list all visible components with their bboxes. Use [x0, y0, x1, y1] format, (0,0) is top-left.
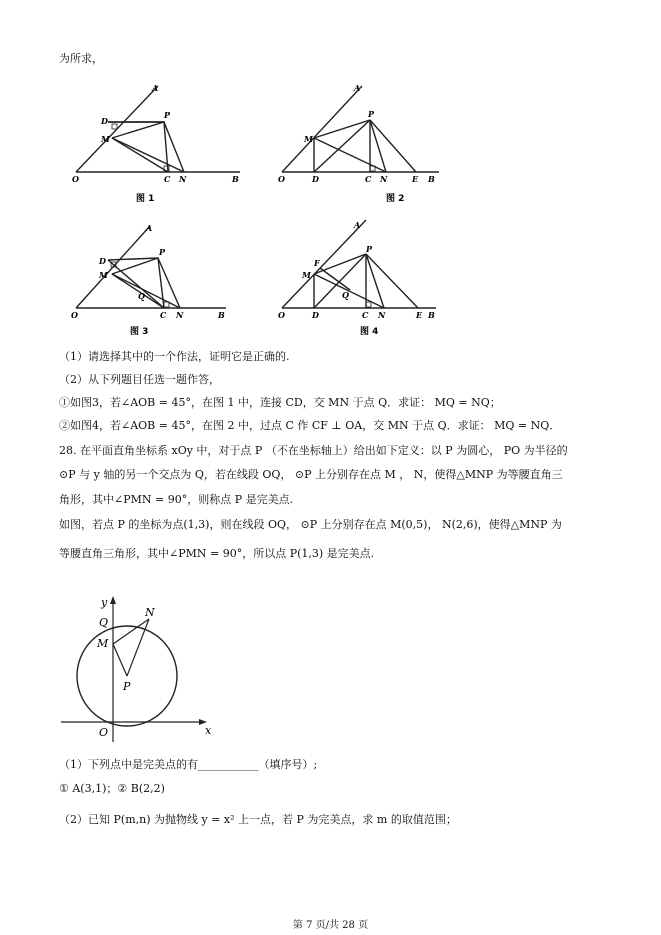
fig1-caption: 图 1 — [136, 194, 155, 204]
q27-part1: （1）请选择其中的一个作法，证明它是正确的. — [59, 350, 290, 363]
q28-line5: 等腰直角三角形，其中∠PMN = 90°，所以点 P(1,3) 是完美点. — [59, 547, 375, 560]
fig4-label-F: F — [314, 258, 320, 268]
diagram-label-y: y — [101, 596, 108, 609]
fig1-label-A: A — [152, 83, 159, 93]
fig3-label-B: B — [218, 310, 225, 320]
diagram-label-Q: Q — [99, 616, 109, 629]
fig2-caption: 图 2 — [386, 194, 405, 204]
fig3-label-C: C — [160, 310, 167, 320]
fig4-label-D: D — [312, 310, 319, 320]
fig4-label-P: P — [366, 244, 373, 254]
fig3-label-Q: Q — [138, 291, 145, 301]
fig3-label-O: O — [71, 310, 78, 320]
q27-part2: （2）从下列题目任选一题作答， — [59, 373, 220, 386]
page-footer: 第 7 页/共 28 页 — [292, 920, 369, 931]
diagram-label-x: x — [205, 724, 212, 737]
fig4-label-O: O — [278, 310, 285, 320]
figure-4 — [274, 218, 454, 343]
fig4-label-C: C — [362, 310, 369, 320]
diagram-label-N: N — [145, 606, 155, 619]
q28-line2: ⊙P 与 y 轴的另一个交点为 Q，若在线段 OQ， ⊙P 上分别存在点 M ， N，使得△MNP 为等腰直角三 — [59, 468, 563, 481]
q28-part2: （2）已知 P(m,n) 为抛物线 y = x² 上一点，若 P 为完美点，求 m 的取值范围； — [59, 813, 457, 826]
figure-3 — [68, 218, 248, 343]
q28-part1: （1）下列点中是完美点的有___________（填序号）; — [59, 758, 318, 771]
fig3-label-A: A — [146, 223, 153, 233]
fig4-label-Q: Q — [342, 290, 349, 300]
diagram-label-O: O — [99, 726, 109, 739]
fig1-label-N: N — [179, 174, 187, 184]
fig4-label-N: N — [378, 310, 386, 320]
fig4-label-E: E — [416, 310, 423, 320]
fig1-label-M: M — [101, 134, 110, 144]
fig4-label-A: A — [354, 220, 361, 230]
fig3-label-N: N — [176, 310, 184, 320]
fig1-label-O: O — [72, 174, 79, 184]
fig3-label-P: P — [159, 247, 166, 257]
fig3-label-D: D — [99, 256, 106, 266]
q28-options: ① A(3,1)；② B(2,2) — [59, 782, 165, 795]
fig2-label-A: A — [354, 83, 361, 93]
diagram-label-M: M — [97, 637, 109, 650]
fig4-caption: 图 4 — [360, 327, 379, 337]
figure-1 — [68, 80, 248, 205]
fig1-label-D: D — [101, 116, 108, 126]
fig2-label-M: M — [304, 134, 313, 144]
diagram-label-P: P — [123, 680, 131, 693]
fig3-caption: 图 3 — [130, 327, 149, 337]
fig3-label-M: M — [99, 270, 108, 280]
fig2-label-B: B — [428, 174, 435, 184]
fig2-label-E: E — [412, 174, 419, 184]
q28-line1: 28. 在平面直角坐标系 xOy 中，对于点 P （不在坐标轴上）给出如下定义：以 P 为圆心， PO 为半径的 — [59, 444, 568, 457]
fig2-label-D: D — [312, 174, 319, 184]
fig2-label-C: C — [365, 174, 372, 184]
q27-item1: ①如图3，若∠AOB = 45°，在图 1 中，连接 CD，交 MN 于点 Q．求证： MQ = NQ； — [59, 396, 501, 409]
coordinate-diagram — [55, 592, 215, 752]
fig1-label-C: C — [164, 174, 171, 184]
fig4-label-B: B — [428, 310, 435, 320]
q28-line3: 角形，其中∠PMN = 90°，则称点 P 是完美点. — [59, 493, 294, 506]
q27-item2: ②如图4，若∠AOB = 45°，在图 2 中，过点 C 作 CF ⊥ OA，交 MN 于点 Q．求证： MQ = NQ． — [59, 419, 561, 432]
figure-2 — [274, 80, 454, 205]
fig2-label-O: O — [278, 174, 285, 184]
fig2-label-P: P — [368, 109, 375, 119]
q28-line4: 如图，若点 P 的坐标为点(1,3)，则在线段 OQ， ⊙P 上分别存在点 M(0,5)， N(2,6)，使得△MNP 为 — [59, 518, 562, 531]
intro-text: 为所求， — [59, 52, 103, 65]
fig1-label-P: P — [164, 110, 171, 120]
fig1-label-B: B — [232, 174, 239, 184]
fig2-label-N: N — [380, 174, 388, 184]
fig4-label-M: M — [302, 270, 311, 280]
